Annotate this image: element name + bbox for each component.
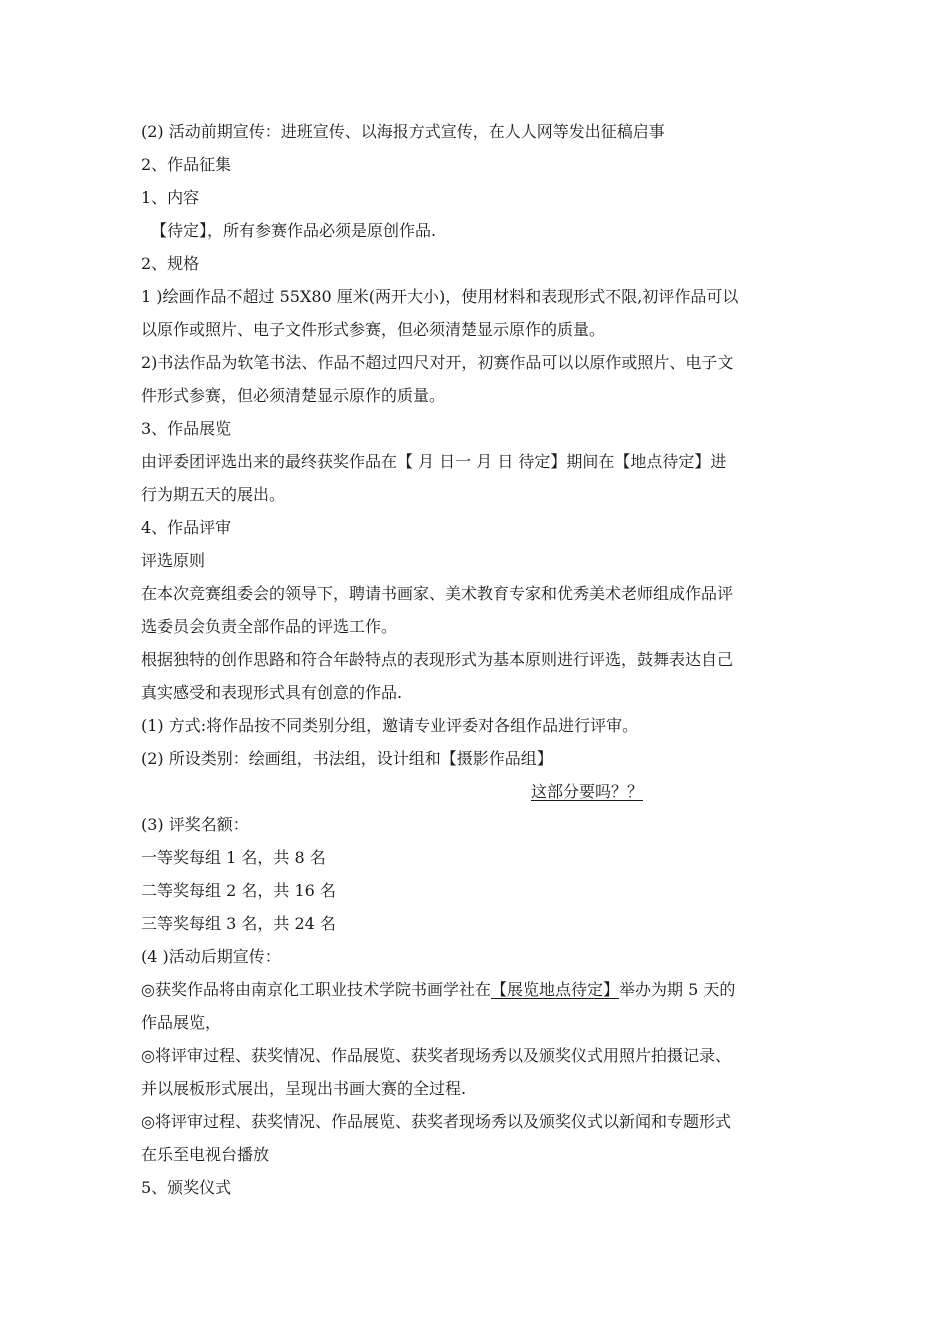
subsection-heading: 评选原则 — [141, 551, 206, 570]
paragraph: 以原作或照片、电子文件形式参赛，但必须清楚显示原作的质量。 — [141, 320, 606, 339]
paragraph: 选委员会负责全部作品的评选工作。 — [141, 617, 398, 636]
paragraph: 并以展板形式展出，呈现出书画大赛的全过程. — [141, 1079, 467, 1098]
section-heading: 3、作品展览 — [141, 419, 232, 438]
list-item: (3) 评奖名额： — [141, 815, 249, 834]
paragraph: 件形式参赛，但必须清楚显示原作的质量。 — [141, 386, 446, 405]
bullet-paragraph — [141, 973, 813, 1006]
list-item: (4 )活动后期宣传： — [141, 947, 281, 966]
subsection-heading: 2、规格 — [141, 254, 200, 273]
list-item: (1) 方式:将作品按不同类别分组，邀请专业评委对各组作品进行评审。 — [141, 716, 639, 735]
paragraph: 行为期五天的展出。 — [141, 485, 286, 504]
paragraph: 根据独特的创作思路和符合年龄特点的表现形式为基本原则进行评选，鼓舞表达自己 — [141, 650, 734, 669]
subsection-heading: 1、内容 — [141, 188, 200, 207]
underlined-location: 【展览地点待定】 — [490, 980, 619, 999]
paragraph: 1 )绘画作品不超过 55X80 厘米(两开大小)，使用材料和表现形式不限,初评作品可以 — [141, 287, 739, 306]
section-heading: 5、颁奖仪式 — [141, 1178, 232, 1197]
document-body — [141, 115, 813, 1204]
paragraph: 作品展览， — [141, 1013, 222, 1032]
award-line: 一等奖每组 1 名，共 8 名 — [141, 848, 326, 867]
paragraph: 在乐至电视台播放 — [141, 1145, 270, 1164]
section-heading: 4、作品评审 — [141, 518, 232, 537]
paragraph: 真实感受和表现形式具有创意的作品. — [141, 683, 403, 702]
award-line: 二等奖每组 2 名，共 16 名 — [141, 881, 336, 900]
award-line: 三等奖每组 3 名，共 24 名 — [141, 914, 336, 933]
paragraph: 由评委团评选出来的最终获奖作品在【 月 日一 月 日 待定】期间在【地点待定】进 — [141, 452, 727, 471]
paragraph: 【待定】，所有参赛作品必须是原创作品. — [151, 221, 437, 240]
bullet-paragraph: ◎将评审过程、获奖情况、作品展览、获奖者现场秀以及颁奖仪式用照片拍摄记录、 — [141, 1046, 731, 1065]
bullet-paragraph: ◎将评审过程、获奖情况、作品展览、获奖者现场秀以及颁奖仪式以新闻和专题形式 — [141, 1112, 731, 1131]
paragraph: 在本次竞赛组委会的领导下，聘请书画家、美术教育专家和优秀美术老师组成作品评 — [141, 584, 734, 603]
list-item: (2) 所设类别：绘画组，书法组，设计组和【摄影作品组】 — [141, 749, 553, 768]
review-note-text: 这部分要吗？？ — [530, 782, 643, 801]
text-span: 举办为期 5 天的 — [618, 980, 736, 999]
review-note — [141, 775, 813, 808]
paragraph: 2)书法作品为软笔书法、作品不超过四尺对开，初赛作品可以以原作或照片、电子文 — [141, 353, 734, 372]
section-heading: 2、作品征集 — [141, 155, 232, 174]
paragraph: (2) 活动前期宣传：进班宣传、以海报方式宣传，在人人网等发出征稿启事 — [141, 122, 665, 141]
text-span: ◎获奖作品将由南京化工职业技术学院书画学社在 — [141, 980, 491, 999]
